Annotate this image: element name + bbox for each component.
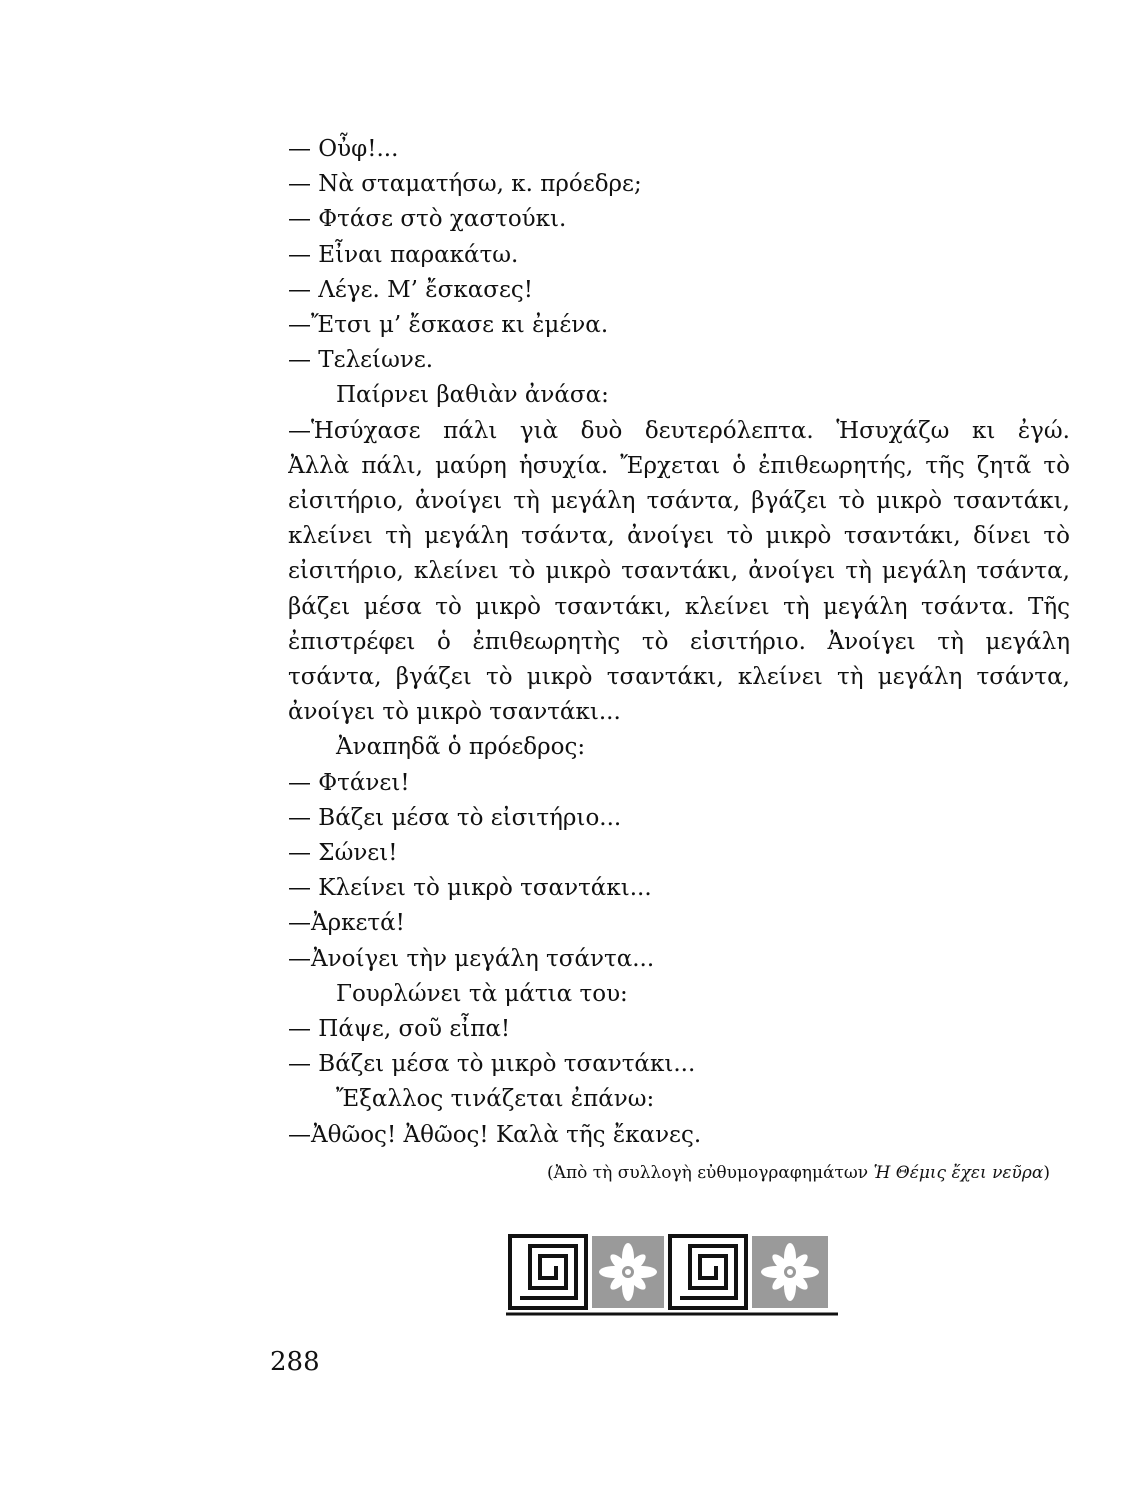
text-line: κλείνει τὴ μεγάλη τσάντα, ἀνοίγει τὸ μικρὸ τσαντάκι, δίνει τὸ (288, 523, 1070, 550)
source-prefix: (Ἀπὸ τὴ συλλογὴ εὐθυμογραφημάτων (547, 1163, 869, 1183)
text-line: —Ἀνοίγει τὴν μεγάλη τσάντα... (288, 945, 655, 972)
source-suffix: ) (1043, 1163, 1050, 1183)
text-line: —Ἀθῶος! Ἀθῶος! Καλὰ τῆς ἔκανες. (288, 1121, 702, 1148)
rosette-tile-right (752, 1236, 828, 1308)
text-line: Ἀναπηδᾶ ὁ πρόεδρος: (336, 734, 586, 761)
text-line: — Φτάνει! (288, 769, 410, 796)
text-line: ἀνοίγει τὸ μικρὸ τσαντάκι... (288, 699, 621, 726)
text-line: — Νὰ σταματήσω, κ. πρόεδρε; (288, 171, 642, 198)
page-number: 288 (270, 1347, 320, 1377)
rosette-tile-left (592, 1236, 664, 1308)
text-line: ἐπιστρέφει ὁ ἐπιθεωρητὴς τὸ εἰσιτήριο. Ἀνοίγει τὴ μεγάλη (288, 628, 1070, 655)
text-line: — Τελείωνε. (288, 347, 434, 374)
text-line: —Ἔτσι μ’ ἔσκασε κι ἐμένα. (288, 312, 609, 338)
text-line: τσάντα, βγάζει τὸ μικρὸ τσαντάκι, κλείνει τὴ μεγάλη τσάντα, (288, 664, 1070, 690)
text-line: — Σώνει! (288, 840, 398, 866)
text-line: — Πάψε, σοῦ εἶπα! (288, 1016, 511, 1042)
text-line: — Φτάσε στὸ χαστούκι. (288, 206, 567, 233)
text-line: — Οὖφ!... (288, 136, 399, 162)
text-line: — Κλείνει τὸ μικρὸ τσαντάκι... (288, 875, 652, 902)
text-line: —Ἀρκετά! (288, 910, 405, 937)
text-line: —Ἡσύχασε πάλι γιὰ δυὸ δευτερόλεπτα. Ἡσυχάζω κι ἐγώ. (288, 417, 1070, 444)
source-title: Ἡ Θέμις ἔχει νεῦρα (873, 1163, 1044, 1183)
text-line: εἰσιτήριο, ἀνοίγει τὴ μεγάλη τσάντα, βγάζει τὸ μικρὸ τσαντάκι, (288, 488, 1070, 514)
text-line: Παίρνει βαθιὰν ἀνάσα: (336, 382, 609, 409)
meander-right (670, 1236, 746, 1308)
text-line: — Εἶναι παρακάτω. (288, 241, 519, 268)
source-citation (547, 1160, 1050, 1186)
text-line: — Βάζει μέσα τὸ μικρὸ τσαντάκι... (288, 1051, 696, 1078)
text-line: — Βάζει μέσα τὸ εἰσιτήριο... (288, 804, 622, 831)
text-line: Ἀλλὰ πάλι, μαύρη ἡσυχία. Ἔρχεται ὁ ἐπιθεωρητής, τῆς ζητᾶ τὸ (288, 452, 1070, 479)
text-line: Γουρλώνει τὰ μάτια του: (336, 980, 628, 1007)
text-line: εἰσιτήριο, κλείνει τὸ μικρὸ τσαντάκι, ἀνοίγει τὴ μεγάλη τσάντα, (288, 558, 1070, 585)
text-line: — Λέγε. Μ’ ἔσκασες! (288, 276, 533, 303)
text-line: Ἔξαλλος τινάζεται ἐπάνω: (336, 1086, 655, 1113)
greek-key-ornament (506, 1232, 838, 1316)
meander-left (510, 1236, 586, 1308)
text-line: βάζει μέσα τὸ μικρὸ τσαντάκι, κλείνει τὴ μεγάλη τσάντα. Τῆς (288, 593, 1070, 620)
